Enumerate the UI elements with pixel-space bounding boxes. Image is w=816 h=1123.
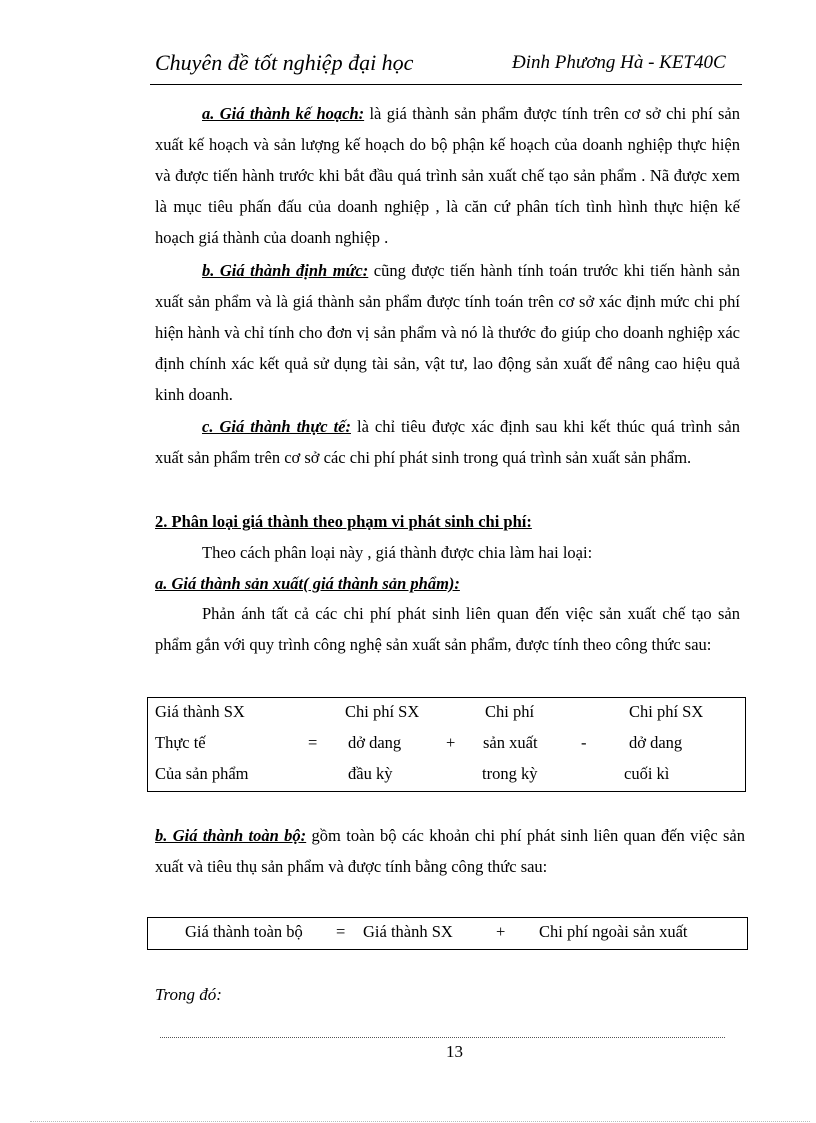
subheading-a: a. Giá thành sản xuất( giá thành sản phẩm): [155,574,460,593]
header-title: Chuyên đề tốt nghiệp đại học [155,50,414,75]
formula-equals: = [308,733,318,752]
formula2-term-2: Giá thành SX [363,922,453,941]
paragraph-sub-b [155,820,745,882]
formula-plus: + [446,733,456,752]
formula-box-total-cost [147,917,748,950]
formula-term-1-line-3: Của sản phẩm [155,764,249,783]
page-header [155,50,740,82]
text-a: là giá thành sản phẩm được tính trên cơ sở chi phí sản xuất kế hoạch và sản lượng kế hoạch do bộ phận kế hoạch của doanh nghiệp thực hiện và được tiến hành trước khi bắt đầu quá trình sản xuất chế tạo sản phẩm . Nã được xem là mục tiêu phấn đấu của doanh nghiệp , là căn cứ phân tích tình hình thực hiện kế hoạch giá thành của doanh nghiệp . [155,104,740,247]
paragraph-sub-a [155,598,740,660]
formula-term-2-line-1: Chi phí SX [345,702,420,721]
text-sub-a: Phản ánh tất cả các chi phí phát sinh liên quan đến việc sản xuất chế tạo sản phẩm gắn với quy trình công nghệ sản xuất sản phẩm, được tính theo công thức sau: [155,604,740,654]
formula-term-1-line-2: Thực tế [155,733,206,752]
formula2-term-3: Chi phí ngoài sản xuất [539,922,688,941]
bottom-border [30,1121,810,1122]
formula-term-4-line-3: cuối kì [624,764,670,783]
paragraph-c [155,411,740,473]
formula-term-3-line-1: Chi phí [485,702,535,721]
intro-2: Theo cách phân loại này , giá thành được chia làm hai loại: [202,543,593,562]
header-rule [150,84,742,85]
lead-a: a. Giá thành kế hoạch: [202,104,365,123]
trong-do-label: Trong đó: [155,985,222,1004]
formula-term-4-line-1: Chi phí SX [629,702,704,721]
formula2-equals: = [336,922,346,941]
formula-box-production-cost [147,697,746,792]
lead-c: c. Giá thành thực tế: [202,417,351,436]
page-number: 13 [446,1042,463,1061]
paragraph-a [155,98,740,253]
lead-b: b. Giá thành định mức: [202,261,369,280]
header-author: Đinh Phương Hà - KET40C [512,52,726,73]
formula-term-3-line-3: trong kỳ [482,764,538,783]
section-heading-2: 2. Phân loại giá thành theo phạm vi phát sinh chi phí: [155,512,532,531]
formula-minus: - [581,733,587,752]
formula2-term-1: Giá thành toàn bộ [185,922,303,941]
formula2-plus: + [496,922,506,941]
paragraph-b [155,255,740,410]
formula-term-4-line-2: dở dang [629,733,683,752]
formula-term-1-line-1: Giá thành SX [155,702,245,721]
text-b: cũng được tiến hành tính toán trước khi tiến hành sản xuất sản phẩm và là giá thành sản phẩm được tính toán trên cơ sở xác định mức chi phí hiện hành và chỉ tính cho đơn vị sản phẩm và nó là thước đo giúp cho doanh nghiệp xác định chính xác kết quả sử dụng tài sản, vật tư, lao động sản xuất để nâng cao hiệu quả kinh doanh. [155,261,741,404]
formula-term-3-line-2: sản xuất [483,733,538,752]
text-sub-b: gồm toàn bộ các khoản chi phí phát sinh liên quan đến việc sản xuất và tiêu thụ sản phẩm và được tính bằng công thức sau: [155,826,746,876]
footer-rule [160,1037,725,1038]
formula-term-2-line-2: dở dang [348,733,402,752]
formula-term-2-line-3: đầu kỳ [348,764,393,783]
text-c: là chỉ tiêu được xác định sau khi kết thúc quá trình sản xuất sản phẩm trên cơ sở các chi phí phát sinh trong quá trình sản xuất sản phẩm. [155,417,741,467]
lead-sub-b: b. Giá thành toàn bộ: [155,826,307,845]
